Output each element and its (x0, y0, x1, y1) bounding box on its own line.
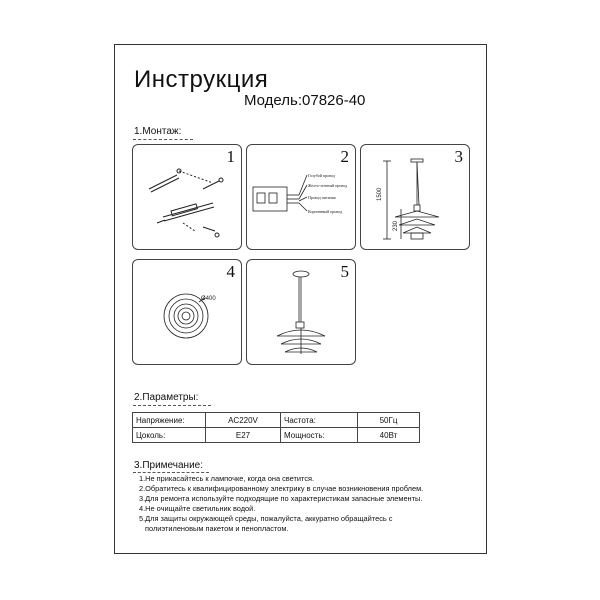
panel-number: 3 (454, 147, 463, 166)
table-row (133, 428, 420, 443)
panel-number: 2 (340, 147, 349, 166)
note-item: 1.Не прикасайтесь к лампочке, когда она светится. (139, 474, 315, 483)
lamp-dimensions-illustration (361, 145, 471, 251)
lamp-top-view-illustration (133, 260, 243, 366)
param-label: Напряжение: (133, 413, 206, 428)
section-params-underline (133, 405, 211, 406)
panel-number: 1 (226, 147, 235, 166)
param-label: Цоколь: (133, 428, 206, 443)
param-value: 50Гц (358, 413, 420, 428)
wire-label-power: Провод питания (308, 195, 336, 200)
dimension-total-height: 1500 (377, 187, 383, 201)
wiring-diagram-illustration (247, 145, 357, 251)
note-item: 2.Обратитесь к квалифицированному электрику в случае возникновения проблем. (139, 484, 424, 493)
panel-step-4 (132, 259, 242, 365)
panel-step-2 (246, 144, 356, 250)
model-number: Модель:07826-40 (244, 92, 366, 109)
section-params-heading: 2.Параметры: (134, 392, 199, 403)
page-title: Инструкция (134, 66, 269, 93)
param-value: AC220V (206, 413, 281, 428)
section-mount-underline (133, 139, 193, 140)
panel-step-5 (246, 259, 356, 365)
panel-step-1 (132, 144, 242, 250)
param-label: Частота: (281, 413, 358, 428)
dimension-diameter: Ø400 (201, 296, 216, 302)
wire-label-brown: Коричневый провод (308, 209, 343, 214)
note-item: 3.Для ремонта используйте подходящие по характеристикам запасные элементы. (139, 494, 423, 503)
param-value: 40Вт (358, 428, 420, 443)
table-row (133, 413, 420, 428)
mounting-bracket-illustration (133, 145, 243, 251)
panel-number: 5 (340, 262, 349, 281)
param-label: Мощность: (281, 428, 358, 443)
dimension-shade-height: 230 (393, 220, 399, 231)
section-notes-underline (133, 472, 209, 473)
wire-label-blue: Голубой провод (308, 173, 335, 178)
notes-list (139, 474, 423, 534)
assembled-lamp-illustration (247, 260, 357, 366)
note-item: 4.Не очищайте светильник водой. (139, 504, 256, 513)
section-notes-heading: 3.Примечание: (134, 460, 203, 471)
wire-label-yellow-green: Желто-зеленый провод (308, 183, 348, 188)
section-mount-heading: 1.Монтаж: (134, 126, 182, 137)
panel-number: 4 (226, 262, 235, 281)
parameters-table (132, 412, 420, 443)
note-item: полиэтиленовым пакетом и пенопластом. (145, 524, 289, 533)
panel-step-3 (360, 144, 470, 250)
note-item: 5.Для защиты окружающей среды, пожалуйста, аккуратно обращайтесь с (139, 514, 393, 523)
param-value: E27 (206, 428, 281, 443)
